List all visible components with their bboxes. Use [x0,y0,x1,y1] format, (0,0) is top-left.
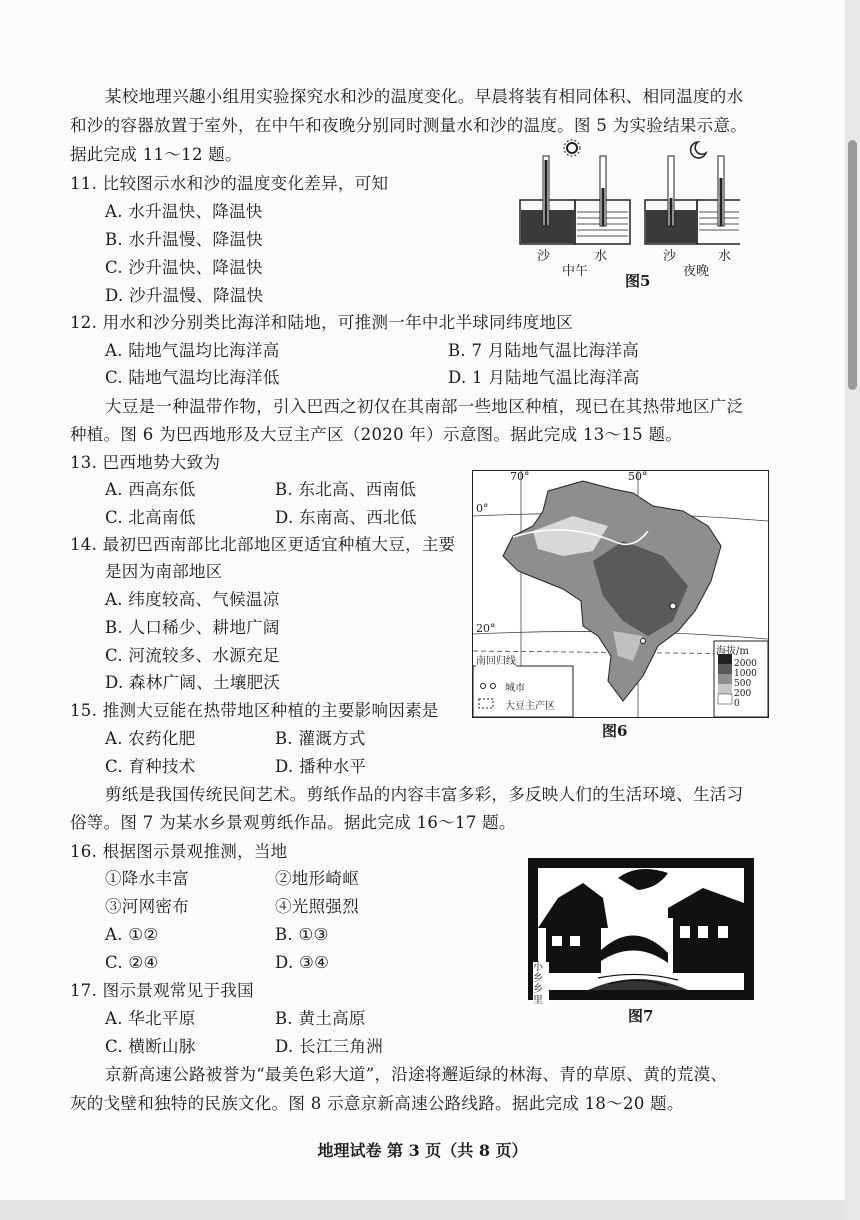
text-line-q12d: D. 1 月陆地气温比海洋高 [448,368,640,387]
fig6-elev-title: 海拔/m [716,646,749,657]
text-line-q16o2: ②地形崎岖 [275,869,359,888]
fig6-elev-200: 200 [734,689,752,699]
bottom-bar [0,1200,845,1220]
text-line-q11a: A. 水升温快、降温快 [105,202,263,221]
figure-7-papercut [528,858,754,1000]
text-line-p2a: 大豆是一种温带作物，引入巴西之初仅在其南部一些地区种植，现已在其热带地区广泛 [105,397,744,416]
text-line-q14d: D. 森林广阔、土壤肥沃 [105,673,281,692]
text-line-q13: 13. 巴西地势大致为 [70,453,221,472]
fig6-elev-1000: 1000 [734,669,757,679]
text-line-p3b: 俗等。图 7 为某水乡景观剪纸作品。据此完成 16～17 题。 [70,813,516,832]
moon-icon [691,142,706,158]
fig6-lon70: 70° [510,470,530,483]
fig6-legend-city: 城市 [505,683,525,694]
sun-icon [564,140,580,156]
fig6-elev-2000: 2000 [734,659,757,669]
fig7-caption: 图7 [628,1007,654,1025]
fig6-caption: 图6 [602,722,628,740]
text-line-q14a1: 14. 最初巴西南部比北部地区更适宜种植大豆，主要 [70,535,456,554]
text-line-q12a: A. 陆地气温均比海洋高 [105,341,280,360]
text-line-q15: 15. 推测大豆能在热带地区种植的主要影响因素是 [70,701,439,720]
fig6-legend-soy: 大豆主产区 [505,701,555,712]
text-line-p4a: 京新高速公路被誉为“最美色彩大道”，沿途将邂逅绿的林海、青的草原、黄的荒漠、 [105,1065,728,1084]
scrollbar-thumb[interactable] [848,140,857,390]
fig5-night-water: 水 [718,249,732,264]
text-line-q12b: B. 7 月陆地气温比海洋高 [448,341,640,360]
text-line-q15a: A. 农药化肥 [105,729,196,748]
fig5-night-label: 夜晚 [683,264,710,279]
text-line-q17c: C. 横断山脉 [105,1037,196,1056]
text-line-q16: 16. 根据图示景观推测，当地 [70,842,288,861]
fig5-noon-label: 中午 [562,264,589,279]
fig5-noon-water: 水 [594,249,608,264]
text-line-p3a: 剪纸是我国传统民间艺术。剪纸作品的内容丰富多彩，多反映人们的生活环境、生活习 [105,785,744,804]
text-line-q17a: A. 华北平原 [105,1009,196,1028]
text-line-q15c: C. 育种技术 [105,757,196,776]
fig6-lat20: 20° [476,622,496,635]
fig6-elev-500: 500 [734,679,752,689]
text-line-q11: 11. 比较图示水和沙的温度变化差异，可知 [70,174,389,193]
fig6-tropic-label: 南回归线 [476,652,516,667]
text-line-q16o1: ①降水丰富 [105,869,189,888]
text-line-q16o3: ③河网密布 [105,897,189,916]
text-line-q11d: D. 沙升温慢、降温快 [105,286,264,305]
page-footer: 地理试卷 第 3 页（共 8 页） [317,1141,528,1160]
text-line-q16a: A. ①② [105,925,159,944]
text-line-q14a: A. 纬度较高、气候温凉 [105,590,280,609]
text-line-q17b: B. 黄土高原 [275,1009,366,1028]
text-line-q14c: C. 河流较多、水源充足 [105,646,280,665]
text-line-q17d: D. 长江三角洲 [275,1037,384,1056]
text-line-p1a: 某校地理兴趣小组用实验探究水和沙的温度变化。早晨将装有相同体积、相同温度的水 [105,87,744,106]
scrollbar-track[interactable] [845,0,860,1220]
text-line-p1b: 和沙的容器放置于室外，在中午和夜晚分别同时测量水和沙的温度。图 5 为实验结果示意。 [70,116,748,135]
text-line-p1c: 据此完成 11～12 题。 [70,145,242,164]
text-line-p4b: 灰的戈壁和独特的民族文化。图 8 示意京新高速公路线路。据此完成 18～20 题。 [70,1094,684,1113]
text-line-q13a: A. 西高东低 [105,480,196,499]
text-line-q15d: D. 播种水平 [275,757,367,776]
text-line-q11b: B. 水升温慢、降温快 [105,230,263,249]
text-line-q16o4: ④光照强烈 [275,897,359,916]
fig5-caption: 图5 [625,272,651,290]
text-line-q16c: C. ②④ [105,953,159,972]
text-line-q17: 17. 图示景观常见于我国 [70,981,254,1000]
fig7-seal: 小乡乡里 [533,962,549,1006]
text-line-q14b: B. 人口稀少、耕地广阔 [105,618,280,637]
fig5-night-sand: 沙 [663,249,677,264]
fig5-noon-sand: 沙 [537,249,551,264]
fig6-lat0: 0° [476,502,489,515]
text-line-q13d: D. 东南高、西北低 [275,508,417,527]
fig6-lon50: 50° [628,470,648,483]
fig6-elev-0: 0 [734,699,740,709]
text-line-q13c: C. 北高南低 [105,508,196,527]
text-line-q12c: C. 陆地气温均比海洋低 [105,368,280,387]
text-line-q12: 12. 用水和沙分别类比海洋和陆地，可推测一年中北半球同纬度地区 [70,313,574,332]
text-line-q16d: D. ③④ [275,953,330,972]
text-line-q13b: B. 东北高、西南低 [275,480,417,499]
text-line-p2b: 种植。图 6 为巴西地形及大豆主产区（2020 年）示意图。据此完成 13～15 题。 [70,425,683,444]
text-line-q15b: B. 灌溉方式 [275,729,366,748]
text-line-q14a2: 是因为南部地区 [105,562,223,581]
text-line-q11c: C. 沙升温快、降温快 [105,258,263,277]
text-line-q16b: B. ①③ [275,925,329,944]
